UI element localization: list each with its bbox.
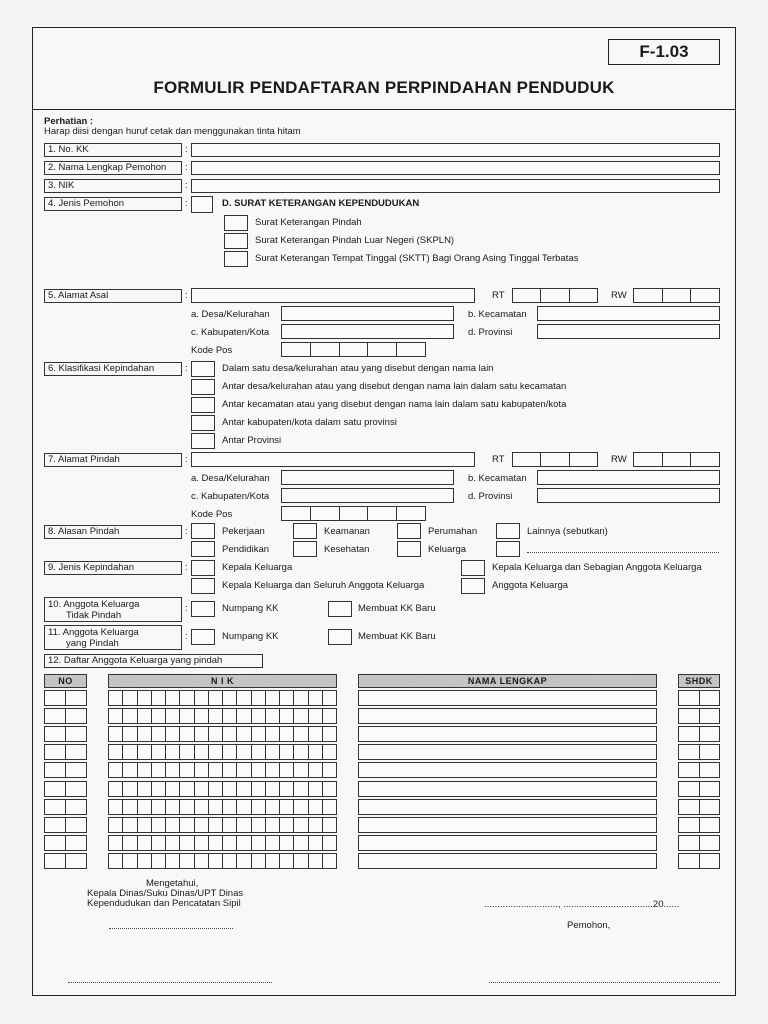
row-nama-input[interactable] <box>358 726 657 742</box>
row-no-input[interactable] <box>44 744 87 760</box>
colon: : <box>185 603 188 614</box>
row-nik-input[interactable] <box>108 690 337 706</box>
checkbox-klasifikasi-5[interactable] <box>191 433 215 449</box>
row-no-input[interactable] <box>44 781 87 797</box>
label-nama-pemohon: 2. Nama Lengkap Pemohon <box>44 161 182 175</box>
label-kode-pos: Kode Pos <box>191 509 233 520</box>
provinsi-asal-input[interactable] <box>537 324 720 339</box>
table-row <box>0 726 768 743</box>
kecamatan-pindah-input[interactable] <box>537 470 720 485</box>
row-shdk-input[interactable] <box>678 799 720 815</box>
colon: : <box>185 180 188 191</box>
checkbox-klasifikasi-4[interactable] <box>191 415 215 431</box>
checkbox-klasifikasi-2[interactable] <box>191 379 215 395</box>
option-keluarga: Keluarga <box>428 544 467 555</box>
checkbox-perumahan[interactable] <box>397 523 421 539</box>
label-klasifikasi: 6. Klasifikasi Kepindahan <box>44 362 182 376</box>
option-klasifikasi-4: Antar kabupaten/kota dalam satu provinsi <box>222 417 397 428</box>
checkbox-klasifikasi-3[interactable] <box>191 397 215 413</box>
label-provinsi: d. Provinsi <box>468 327 513 338</box>
option-anggota: Anggota Keluarga <box>492 580 569 591</box>
option-klasifikasi-2: Antar desa/kelurahan atau yang disebut dengan nama lain dalam satu kecamatan <box>222 381 567 392</box>
row-nama-input[interactable] <box>358 835 657 851</box>
table-row <box>0 781 768 798</box>
desa-pindah-input[interactable] <box>281 470 454 485</box>
label-nik: 3. NIK <box>44 179 182 193</box>
row-shdk-input[interactable] <box>678 762 720 778</box>
label-desa: a. Desa/Kelurahan <box>191 309 270 320</box>
kabupaten-pindah-input[interactable] <box>281 488 454 503</box>
signature-kepala-line2: Kependudukan dan Pencatatan Sipil <box>87 898 241 909</box>
rw-pindah-input[interactable] <box>633 452 720 467</box>
colon: : <box>185 162 188 173</box>
header-nik: N I K <box>108 674 337 688</box>
row-nama-input[interactable] <box>358 799 657 815</box>
notice-text: Harap diisi dengan huruf cetak dan menggunakan tinta hitam <box>44 126 301 137</box>
label-anggota-tidak-pindah-line1: 10. Anggota Keluarga <box>48 599 140 610</box>
label-no-kk: 1. No. KK <box>44 143 182 157</box>
table-row <box>0 762 768 779</box>
row-nik-input[interactable] <box>108 726 337 742</box>
label-alasan: 8. Alasan Pindah <box>44 525 182 539</box>
checkbox-anggota[interactable] <box>461 578 485 594</box>
row-nama-input[interactable] <box>358 708 657 724</box>
alamat-pindah-input[interactable] <box>191 452 475 467</box>
option-pindah-baru: Membuat KK Baru <box>358 631 436 642</box>
desa-asal-input[interactable] <box>281 306 454 321</box>
label-rt: RT <box>492 454 505 465</box>
option-klasifikasi-3: Antar kecamatan atau yang disebut dengan nama lain dalam satu kabupaten/kota <box>222 399 567 410</box>
option-pekerjaan: Pekerjaan <box>222 526 265 537</box>
colon: : <box>185 562 188 573</box>
row-no-input[interactable] <box>44 799 87 815</box>
title-divider <box>33 109 735 110</box>
officer-signature-line[interactable] <box>68 982 272 983</box>
checkbox-sktt[interactable] <box>224 251 248 267</box>
checkbox-lainnya-2[interactable] <box>496 541 520 557</box>
option-lainnya: Lainnya (sebutkan) <box>527 526 608 537</box>
option-tidak-pindah-numpang: Numpang KK <box>222 603 279 614</box>
row-no-input[interactable] <box>44 835 87 851</box>
label-alamat-pindah: 7. Alamat Pindah <box>44 453 182 467</box>
row-no-input[interactable] <box>44 690 87 706</box>
option-tidak-pindah-baru: Membuat KK Baru <box>358 603 436 614</box>
option-perumahan: Perumahan <box>428 526 478 537</box>
label-rw: RW <box>611 454 627 465</box>
row-shdk-input[interactable] <box>678 690 720 706</box>
checkbox-keamanan[interactable] <box>293 523 317 539</box>
row-nama-input[interactable] <box>358 762 657 778</box>
checkbox-sk-pindah[interactable] <box>224 215 248 231</box>
label-anggota-pindah-line1: 11. Anggota Keluarga <box>48 627 139 638</box>
row-no-input[interactable] <box>44 708 87 724</box>
row-shdk-input[interactable] <box>678 744 720 760</box>
row-no-input[interactable] <box>44 817 87 833</box>
checkbox-kesehatan[interactable] <box>293 541 317 557</box>
kode-pos-asal-input[interactable] <box>281 342 426 357</box>
row-nik-input[interactable] <box>108 744 337 760</box>
row-no-input[interactable] <box>44 762 87 778</box>
option-pendidikan: Pendidikan <box>222 544 270 555</box>
rt-asal-input[interactable] <box>512 288 598 303</box>
label-alamat-asal: 5. Alamat Asal <box>44 289 182 303</box>
label-kode-pos: Kode Pos <box>191 345 233 356</box>
option-sktt: Surat Keterangan Tempat Tinggal (SKTT) Bagi Orang Asing Tinggal Terbatas <box>255 253 579 264</box>
colon: : <box>185 290 188 301</box>
row-shdk-input[interactable] <box>678 708 720 724</box>
checkbox-tidak-pindah-baru[interactable] <box>328 601 352 617</box>
row-shdk-input[interactable] <box>678 853 720 869</box>
checkbox-tidak-pindah-numpang[interactable] <box>191 601 215 617</box>
option-kepala-keluarga: Kepala Keluarga <box>222 562 293 573</box>
label-kecamatan: b. Kecamatan <box>468 309 527 320</box>
option-sk-pindah: Surat Keterangan Pindah <box>255 217 362 228</box>
label-anggota-pindah <box>44 625 182 650</box>
checkbox-keluarga[interactable] <box>397 541 421 557</box>
header-no: NO <box>44 674 87 688</box>
row-nama-input[interactable] <box>358 817 657 833</box>
kabupaten-asal-input[interactable] <box>281 324 454 339</box>
label-kabupaten: c. Kabupaten/Kota <box>191 491 270 502</box>
colon: : <box>185 526 188 537</box>
checkbox-pindah-baru[interactable] <box>328 629 352 645</box>
label-anggota-pindah-line2: yang Pindah <box>66 638 119 649</box>
colon: : <box>185 198 188 209</box>
label-anggota-tidak-pindah <box>44 597 182 622</box>
checkbox-lainnya[interactable] <box>496 523 520 539</box>
checkbox-kepala-keluarga[interactable] <box>191 560 215 576</box>
checkbox-kk-sebagian[interactable] <box>461 560 485 576</box>
kecamatan-asal-input[interactable] <box>537 306 720 321</box>
rt-pindah-input[interactable] <box>512 452 598 467</box>
nama-pemohon-input[interactable] <box>191 161 720 175</box>
place-date-line[interactable]: ............................, ..................................20...... <box>484 899 680 910</box>
provinsi-pindah-input[interactable] <box>537 488 720 503</box>
table-row <box>0 690 768 707</box>
option-klasifikasi-1: Dalam satu desa/kelurahan atau yang disebut dengan nama lain <box>222 363 494 374</box>
label-kecamatan: b. Kecamatan <box>468 473 527 484</box>
checkbox-pendidikan[interactable] <box>191 541 215 557</box>
row-shdk-input[interactable] <box>678 835 720 851</box>
option-skpln: Surat Keterangan Pindah Luar Negeri (SKPLN) <box>255 235 455 246</box>
row-nama-input[interactable] <box>358 853 657 869</box>
row-nama-input[interactable] <box>358 690 657 706</box>
label-provinsi: d. Provinsi <box>468 491 513 502</box>
row-nik-input[interactable] <box>108 781 337 797</box>
row-nik-input[interactable] <box>108 835 337 851</box>
label-rw: RW <box>611 290 627 301</box>
lainnya-text-line[interactable] <box>527 552 719 553</box>
label-jenis-pemohon: 4. Jenis Pemohon <box>44 197 182 211</box>
nik-input[interactable] <box>191 179 720 193</box>
checkbox-klasifikasi-1[interactable] <box>191 361 215 377</box>
row-nik-input[interactable] <box>108 817 337 833</box>
label-jenis-kepindahan: 9. Jenis Kepindahan <box>44 561 182 575</box>
colon: : <box>185 631 188 642</box>
table-row <box>0 817 768 834</box>
header-shdk: SHDK <box>678 674 720 688</box>
row-shdk-input[interactable] <box>678 781 720 797</box>
label-anggota-tidak-pindah-line2: Tidak Pindah <box>66 610 122 621</box>
table-row <box>0 799 768 816</box>
label-kabupaten: c. Kabupaten/Kota <box>191 327 270 338</box>
officer-name-line-top <box>109 928 233 929</box>
label-daftar-anggota: 12. Daftar Anggota Keluarga yang pindah <box>44 654 263 668</box>
checkbox-pindah-numpang[interactable] <box>191 629 215 645</box>
row-nama-input[interactable] <box>358 744 657 760</box>
notice-heading: Perhatian : <box>44 116 94 127</box>
table-row <box>0 708 768 725</box>
option-kk-sebagian: Kepala Keluarga dan Sebagian Anggota Keluarga <box>492 562 702 573</box>
label-desa: a. Desa/Kelurahan <box>191 473 270 484</box>
table-row <box>0 835 768 852</box>
signature-kepala-line1: Kepala Dinas/Suku Dinas/UPT Dinas <box>87 888 244 899</box>
form-code: F-1.03 <box>608 39 720 65</box>
option-kesehatan: Kesehatan <box>324 544 370 555</box>
signature-mengetahui: Mengetahui, <box>146 878 199 889</box>
alamat-asal-input[interactable] <box>191 288 475 303</box>
option-klasifikasi-5: Antar Provinsi <box>222 435 282 446</box>
rw-asal-input[interactable] <box>633 288 720 303</box>
kode-pos-pindah-input[interactable] <box>281 506 426 521</box>
checkbox-pekerjaan[interactable] <box>191 523 215 539</box>
option-keamanan: Keamanan <box>324 526 370 537</box>
no-kk-input[interactable] <box>191 143 720 157</box>
row-shdk-input[interactable] <box>678 726 720 742</box>
row-nik-input[interactable] <box>108 708 337 724</box>
row-no-input[interactable] <box>44 853 87 869</box>
colon: : <box>185 363 188 374</box>
checkbox-skpln[interactable] <box>224 233 248 249</box>
row-nama-input[interactable] <box>358 781 657 797</box>
row-nik-input[interactable] <box>108 853 337 869</box>
colon: : <box>185 144 188 155</box>
applicant-signature-line[interactable] <box>489 982 720 983</box>
table-row <box>0 744 768 761</box>
option-pindah-numpang: Numpang KK <box>222 631 279 642</box>
jenis-pemohon-code-box[interactable] <box>191 196 213 213</box>
signature-pemohon: Pemohon, <box>567 920 611 931</box>
option-kk-seluruh: Kepala Keluarga dan Seluruh Anggota Keluarga <box>222 580 425 591</box>
header-nama-lengkap: NAMA LENGKAP <box>358 674 657 688</box>
row-shdk-input[interactable] <box>678 817 720 833</box>
jenis-pemohon-heading: D. SURAT KETERANGAN KEPENDUDUKAN <box>222 198 420 209</box>
row-no-input[interactable] <box>44 726 87 742</box>
label-rt: RT <box>492 290 505 301</box>
row-nik-input[interactable] <box>108 762 337 778</box>
table-row <box>0 853 768 870</box>
checkbox-kk-seluruh[interactable] <box>191 578 215 594</box>
form-title: FORMULIR PENDAFTARAN PERPINDAHAN PENDUDUK <box>153 78 615 97</box>
colon: : <box>185 454 188 465</box>
row-nik-input[interactable] <box>108 799 337 815</box>
